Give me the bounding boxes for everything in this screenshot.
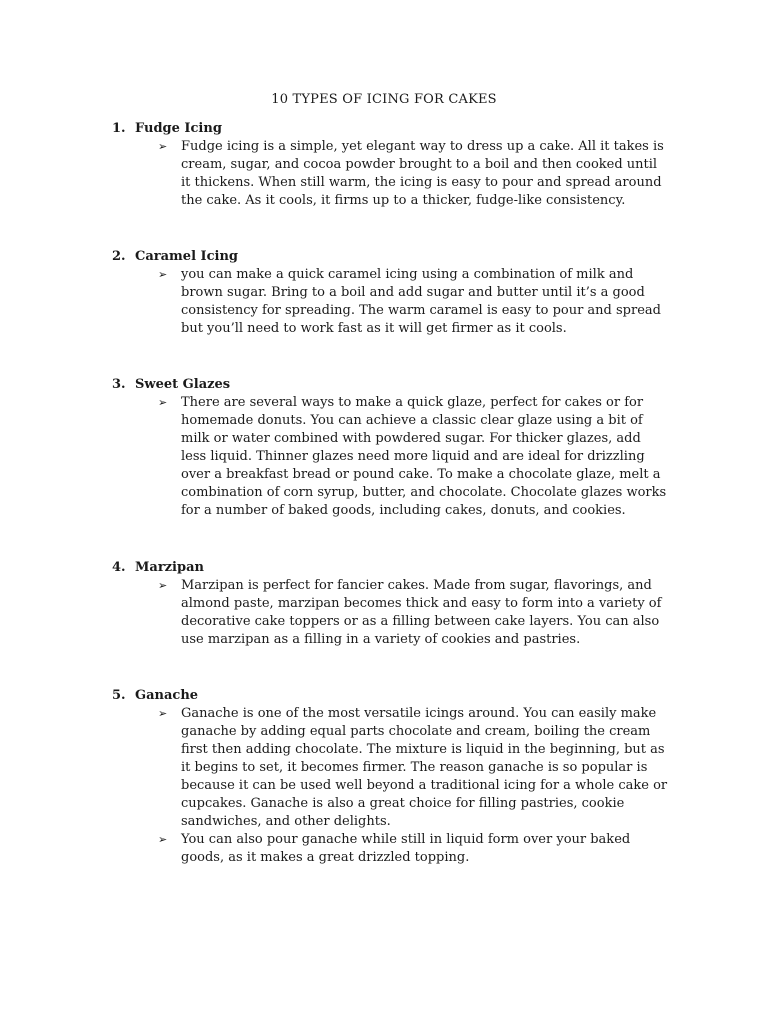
arrow-bullet-icon: ➢ — [158, 140, 168, 153]
section-ganache — [112, 687, 692, 867]
text-line: less liquid. Thinner glazes need more liquid and are ideal for drizzling — [181, 449, 645, 464]
section-number: 3. — [112, 377, 126, 392]
section-heading — [112, 376, 692, 394]
text-line: because it can be used well beyond a traditional icing for a whole cake or — [181, 778, 668, 793]
section-title: Fudge Icing — [135, 121, 222, 136]
section-number: 5. — [112, 688, 126, 703]
section-number: 1. — [112, 121, 126, 136]
bullet-item — [112, 266, 692, 338]
text-line: it begins to set, it becomes firmer. The reason ganache is so popular is — [181, 760, 648, 775]
text-line: milk or water combined with powdered sugar. For thicker glazes, add — [181, 431, 641, 446]
text-line: sandwiches, and other delights. — [181, 814, 391, 829]
text-line: Marzipan is perfect for fancier cakes. Made from sugar, flavorings, and — [181, 578, 652, 593]
text-line: but you’ll need to work fast as it will get firmer as it cools. — [181, 321, 567, 336]
text-line: cream, sugar, and cocoa powder brought to a boil and then cooked until — [181, 157, 658, 172]
text-line: You can also pour ganache while still in liquid form over your baked — [181, 832, 631, 847]
text-line: ganache by adding equal parts chocolate and cream, boiling the cream — [181, 724, 651, 739]
bullet-item — [112, 577, 692, 649]
text-line: consistency for spreading. The warm caramel is easy to pour and spread — [181, 303, 661, 318]
section-heading — [112, 687, 692, 705]
section-title: Marzipan — [135, 560, 204, 575]
section-number: 4. — [112, 560, 126, 575]
arrow-bullet-icon: ➢ — [158, 579, 168, 592]
arrow-bullet-icon: ➢ — [158, 833, 168, 846]
text-line: Ganache is one of the most versatile icings around. You can easily make — [181, 706, 657, 721]
text-line: you can make a quick caramel icing using a combination of milk and — [181, 267, 634, 282]
section-heading — [112, 248, 692, 266]
text-line: There are several ways to make a quick glaze, perfect for cakes or for — [181, 395, 644, 410]
bullet-item — [112, 831, 692, 867]
bullet-item — [112, 394, 692, 520]
section-fudge-icing — [112, 120, 692, 210]
text-line: Fudge icing is a simple, yet elegant way to dress up a cake. All it takes is — [181, 139, 664, 154]
text-line: it thickens. When still warm, the icing is easy to pour and spread around — [181, 175, 662, 190]
section-title: Ganache — [135, 688, 199, 703]
text-line: use marzipan as a filling in a variety of cookies and pastries. — [181, 632, 581, 647]
text-line: combination of corn syrup, butter, and chocolate. Chocolate glazes works — [181, 485, 667, 500]
text-line: decorative cake toppers or as a filling between cake layers. You can also — [181, 614, 660, 629]
text-line: homemade donuts. You can achieve a classic clear glaze using a bit of — [181, 413, 643, 428]
bullet-item — [112, 138, 692, 210]
text-line: first then adding chocolate. The mixture is liquid in the beginning, but as — [181, 742, 665, 757]
text-line: for a number of baked goods, including cakes, donuts, and cookies. — [181, 503, 626, 518]
text-line: the cake. As it cools, it firms up to a thicker, fudge-like consistency. — [181, 193, 626, 208]
section-caramel-icing — [112, 248, 692, 338]
text-line: goods, as it makes a great drizzled topping. — [181, 850, 470, 865]
section-marzipan — [112, 559, 692, 649]
section-title: Caramel Icing — [135, 249, 239, 264]
text-line: brown sugar. Bring to a boil and add sugar and butter until it’s a good — [181, 285, 645, 300]
text-line: over a breakfast bread or pound cake. To make a chocolate glaze, melt a — [181, 467, 661, 482]
document-title: 10 TYPES OF ICING FOR CAKES — [271, 92, 497, 107]
section-number: 2. — [112, 249, 126, 264]
arrow-bullet-icon: ➢ — [158, 396, 168, 409]
section-title: Sweet Glazes — [135, 377, 231, 392]
arrow-bullet-icon: ➢ — [158, 707, 168, 720]
bullet-item — [112, 705, 692, 831]
section-heading — [112, 120, 692, 138]
arrow-bullet-icon: ➢ — [158, 268, 168, 281]
section-sweet-glazes — [112, 376, 692, 520]
text-line: almond paste, marzipan becomes thick and easy to form into a variety of — [181, 596, 662, 611]
section-heading — [112, 559, 692, 577]
text-line: cupcakes. Ganache is also a great choice for filling pastries, cookie — [181, 796, 625, 811]
